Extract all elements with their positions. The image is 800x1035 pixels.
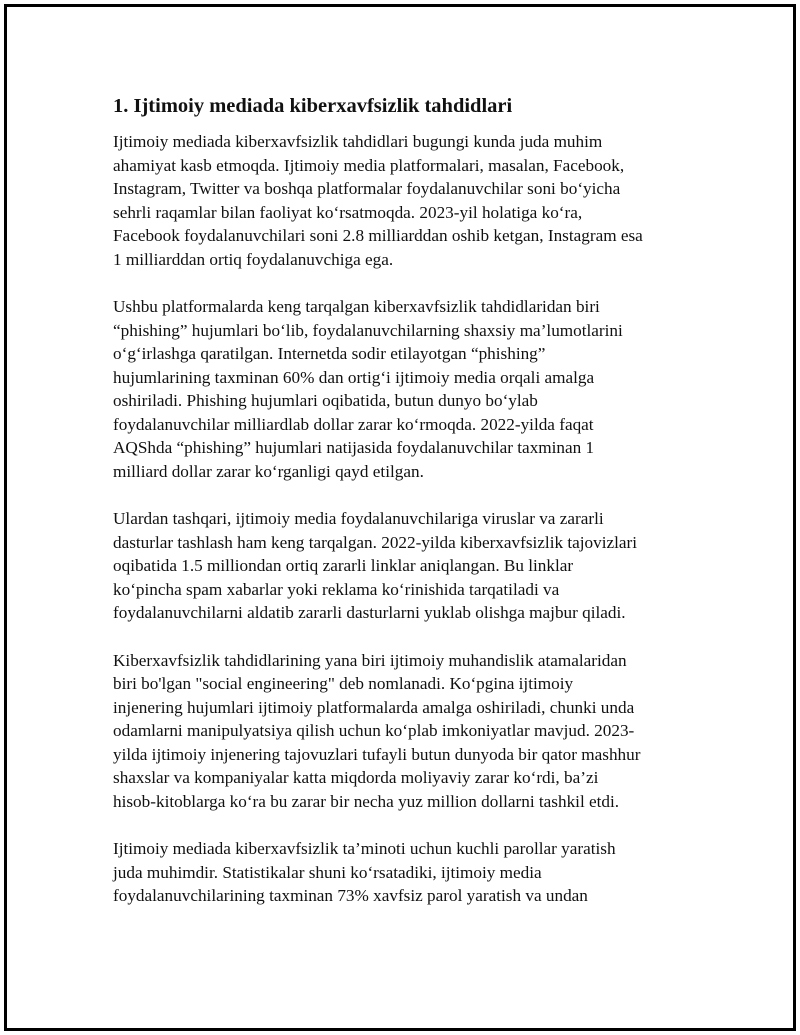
text-line: foydalanuvchilarining taxminan 73% xavfsiz parol yaratish va undan xyxy=(113,886,588,905)
text-line: Instagram, Twitter va boshqa platformalar foydalanuvchilar soni bo‘yicha xyxy=(113,179,621,198)
text-line: Kiberxavfsizlik tahdidlarining yana biri ijtimoiy muhandislik atamalaridan xyxy=(113,650,627,670)
text-line: milliard dollar zarar ko‘rganligi qayd etilgan. xyxy=(113,461,424,481)
text-line: injenering hujumlari ijtimoiy platformalarda amalga oshiriladi, chunki unda xyxy=(113,697,635,717)
paragraph-passwords xyxy=(113,837,688,908)
text-line: Ushbu platformalarda keng tarqalgan kiberxavfsizlik tahdidlaridan biri xyxy=(113,297,600,316)
section-heading: 1. Ijtimoiy mediada kiberxavfsizlik tahdidlari xyxy=(113,95,513,117)
text-line: Ijtimoiy mediada kiberxavfsizlik ta’minoti uchun kuchli parollar yaratish xyxy=(113,839,616,858)
text-line: ko‘pincha spam xabarlar yoki reklama ko‘rinishida tarqatiladi va xyxy=(113,579,560,599)
text-line: oshiriladi. Phishing hujumlari oqibatida, butun dunyo bo‘ylab xyxy=(113,391,538,410)
text-line: o‘g‘irlashga qaratilgan. Internetda sodir etilayotgan “phishing” xyxy=(113,344,546,363)
text-line: 1 milliarddan ortiq foydalanuvchiga ega. xyxy=(113,249,394,269)
text-line: dasturlar tashlash ham keng tarqalgan. 2022-yilda kiberxavfsizlik tajovizlari xyxy=(113,532,638,552)
text-line: shaxslar va kompaniyalar katta miqdorda moliyaviy zarar ko‘rdi, ba’zi xyxy=(113,768,599,787)
text-line: AQShda “phishing” hujumlari natijasida foydalanuvchilar taxminan 1 xyxy=(113,438,595,457)
document-body xyxy=(113,92,688,932)
text-line: Ijtimoiy mediada kiberxavfsizlik tahdidlari bugungi kunda juda muhim xyxy=(113,132,603,151)
text-line: sehrli raqamlar bilan faoliyat ko‘rsatmoqda. 2023-yil holatiga ko‘ra, xyxy=(113,202,583,222)
text-line: “phishing” hujumlari bo‘lib, foydalanuvchilarning shaxsiy ma’lumotlarini xyxy=(113,320,623,340)
paragraph-intro xyxy=(113,130,688,271)
text-line: biri bo'lgan "social engineering" deb nomlanadi. Ko‘pgina ijtimoiy xyxy=(113,674,574,693)
text-line: foydalanuvchilarni aldatib zararli dasturlarni yuklab olishga majbur qiladi. xyxy=(113,603,626,622)
text-line: Facebook foydalanuvchilari soni 2.8 milliarddan oshib ketgan, Instagram esa xyxy=(113,226,643,245)
text-line: oqibatida 1.5 milliondan ortiq zararli linklar aniqlangan. Bu linklar xyxy=(113,556,574,575)
text-line: Ulardan tashqari, ijtimoiy media foydalanuvchilariga viruslar va zararli xyxy=(113,509,604,528)
text-line: hisob-kitoblarga ko‘ra bu zarar bir necha yuz million dollarni tashkil etdi. xyxy=(113,791,620,811)
text-line: yilda ijtimoiy injenering tajovuzlari tufayli butun dunyoda bir qator mashhur xyxy=(113,744,641,764)
text-line: foydalanuvchilar milliardlab dollar zarar ko‘rmoqda. 2022-yilda faqat xyxy=(113,414,594,434)
paragraph-social-engineering xyxy=(113,649,688,814)
paragraph-malware xyxy=(113,507,688,625)
text-line: ahamiyat kasb etmoqda. Ijtimoiy media platformalari, masalan, Facebook, xyxy=(113,155,625,175)
paragraph-phishing xyxy=(113,295,688,483)
text-line: juda muhimdir. Statistikalar shuni ko‘rsatadiki, ijtimoiy media xyxy=(113,862,542,882)
text-line: hujumlarining taxminan 60% dan ortig‘i ijtimoiy media orqali amalga xyxy=(113,367,595,387)
text-line: odamlarni manipulyatsiya qilish uchun ko‘plab imkoniyatlar mavjud. 2023- xyxy=(113,721,635,740)
